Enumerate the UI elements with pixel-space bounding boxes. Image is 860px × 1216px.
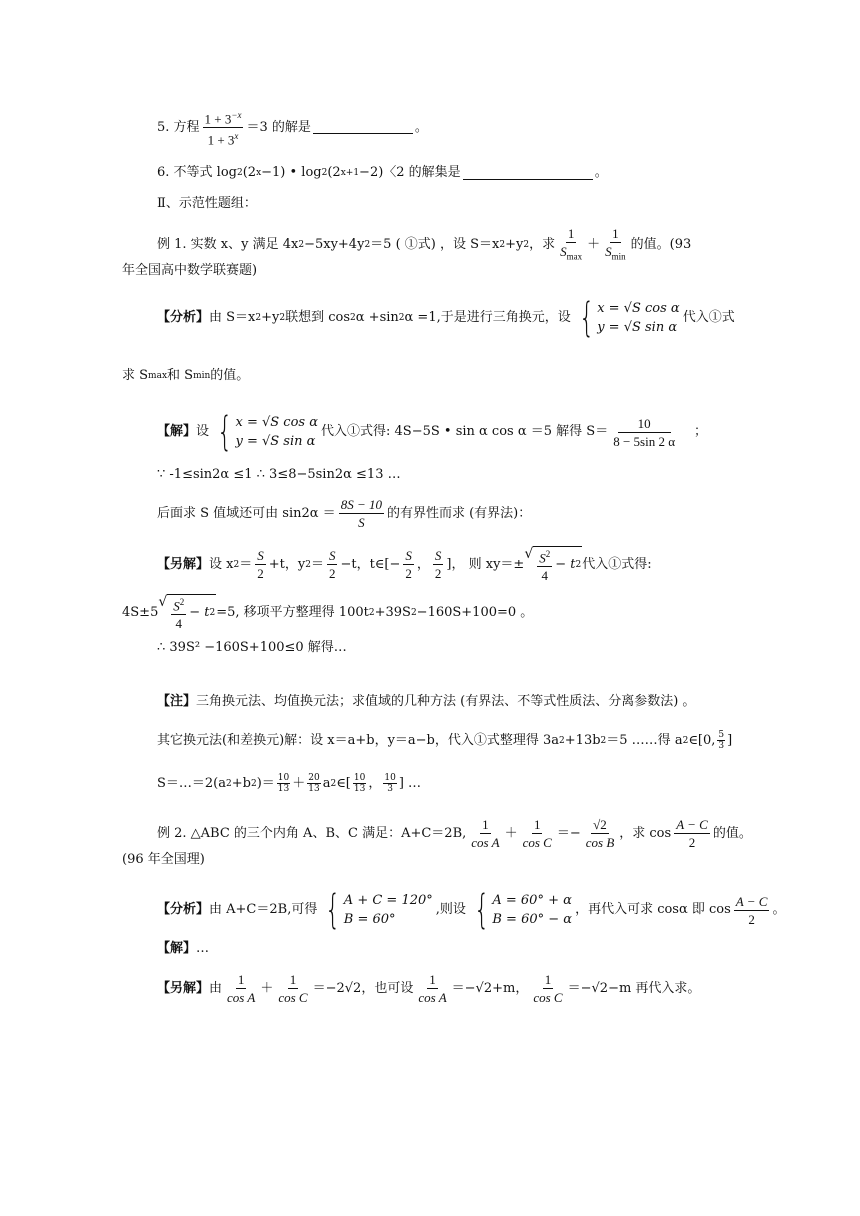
alt1-root-num: S bbox=[539, 550, 546, 566]
q6-text-e: −2)〈2 的解集是 bbox=[359, 165, 461, 180]
eq1-sq-1: 2 bbox=[368, 607, 375, 618]
ex2-frac-2 bbox=[521, 817, 554, 850]
other-f-den: 3 bbox=[718, 741, 725, 751]
alt2-frac-1 bbox=[225, 972, 257, 1005]
alt1-text-g: ]， 则 xy＝± bbox=[446, 556, 525, 572]
ex1-frac-min-num: 1 bbox=[612, 226, 619, 241]
alt-solution-2 bbox=[157, 972, 700, 1005]
eq1-root-num: S bbox=[173, 598, 180, 614]
s-line bbox=[157, 773, 421, 794]
alt2-root-2: √2 bbox=[475, 980, 493, 996]
analysis1-text-b: +y bbox=[261, 310, 280, 325]
q6-exp1: x bbox=[256, 168, 262, 178]
other-text-d: ∈[0, bbox=[688, 732, 716, 748]
other-sq-1: 2 bbox=[559, 735, 565, 746]
therefore-text: ∴ 39S² −160S+100≤0 解得… bbox=[157, 640, 347, 655]
brace-icon: { bbox=[217, 409, 233, 455]
ex2-f4-den: 2 bbox=[688, 835, 696, 850]
alt1-frac-4 bbox=[433, 548, 444, 581]
analysis2-text-c: ，再代入可求 cosα 即 cos bbox=[575, 902, 731, 917]
eq1-root-sq: 2 bbox=[179, 597, 185, 607]
sline-text-e: ∈[ bbox=[336, 775, 351, 791]
alt2-plus: ＋ bbox=[260, 980, 274, 996]
ex1-text-b: −5xy+4y bbox=[304, 237, 365, 253]
ex1-source: 年全国高中数学联赛题) bbox=[122, 263, 258, 278]
note-label: 【注】 bbox=[157, 694, 197, 709]
alt2-frac-2 bbox=[276, 972, 309, 1005]
analysis1-text-f: 代入①式 bbox=[682, 310, 735, 325]
eq1-text-d: −160S+100=0 。 bbox=[416, 604, 534, 620]
sline-f4 bbox=[383, 773, 396, 794]
solution1-sys-2: y = √S sin α bbox=[235, 434, 316, 449]
sline-text-b: +b bbox=[231, 775, 251, 791]
analysis2-s3: A = 60° + α bbox=[492, 893, 572, 908]
example-2-line-1 bbox=[157, 817, 752, 850]
eq1-text-c: +39S bbox=[374, 604, 411, 620]
because-text: ∵ -1≤sin2α ≤1 ∴ 3≤8−5sin2α ≤13 … bbox=[157, 467, 401, 482]
alt2-root-3: √2 bbox=[591, 980, 609, 996]
ex1-frac-min bbox=[603, 226, 628, 265]
ex1-plus: ＋ bbox=[587, 237, 601, 253]
alt1-f3-den: 2 bbox=[405, 566, 412, 582]
ex2-f3-den: cos B bbox=[585, 835, 615, 850]
q5-end: 。 bbox=[414, 119, 428, 135]
alt1-root-sq: 2 bbox=[545, 549, 551, 559]
alt2-f3-num: 1 bbox=[429, 972, 436, 987]
example-2-line-2 bbox=[122, 852, 205, 868]
analysis1-cont-b: 和 S bbox=[167, 368, 194, 383]
other-frac bbox=[717, 730, 725, 751]
ex2-f1-den: cos A bbox=[471, 835, 500, 850]
brace-icon: { bbox=[578, 295, 595, 341]
alt2-label: 【另解】 bbox=[157, 980, 210, 996]
ex2-text-a: 例 2. △ABC 的三个内角 A、B、C 满足：A+C＝2B, bbox=[157, 825, 467, 841]
q5-num-exp: −x bbox=[231, 110, 242, 120]
ex1-text-a: 例 1. 实数 x、y 满足 4x bbox=[157, 237, 299, 253]
q6-text-d: (2 bbox=[327, 165, 341, 180]
alt2-text-c: ，也可设 bbox=[361, 980, 414, 996]
eq1-sq-2: 2 bbox=[410, 607, 417, 618]
analysis2-s4: B = 60° − α bbox=[492, 912, 573, 927]
solution1-end: ； bbox=[694, 424, 708, 439]
question-5 bbox=[157, 108, 428, 148]
later-text-b: 的有界性而求 (有界法)： bbox=[386, 505, 532, 521]
alt2-f2-num: 1 bbox=[289, 972, 297, 987]
ex1-frac-max-sub: max bbox=[566, 251, 583, 262]
ex1-frac-min-den: S bbox=[605, 244, 612, 259]
later-den: S bbox=[358, 515, 365, 530]
later-frac bbox=[339, 497, 384, 530]
alt2-f1-num: 1 bbox=[237, 972, 245, 987]
eq1-text-a: 4S±5 bbox=[122, 604, 159, 620]
analysis1-cont-a: 求 S bbox=[122, 368, 149, 383]
q5-fraction bbox=[203, 108, 244, 148]
sline-f1d: 13 bbox=[277, 784, 290, 794]
analysis1-cont-c: 的值。 bbox=[210, 368, 250, 383]
analysis1-sq-1: 2 bbox=[255, 313, 262, 323]
sline-f2 bbox=[307, 773, 320, 794]
sline-text-a: S＝…＝2(a bbox=[157, 775, 226, 791]
analysis-1 bbox=[157, 295, 735, 341]
ex1-sq-2: 2 bbox=[364, 240, 371, 251]
solution1-set: 设 bbox=[196, 424, 210, 439]
analysis2-s1: A + C = 120° bbox=[343, 893, 433, 908]
solution1-system bbox=[212, 409, 318, 455]
analysis1-cont-sub2: min bbox=[193, 371, 211, 381]
alt1-f1-den: 2 bbox=[257, 566, 264, 582]
solution-2 bbox=[157, 941, 209, 957]
ex2-frac-1 bbox=[469, 817, 501, 850]
alt1-frac-1 bbox=[255, 548, 266, 581]
sline-text-c: )＝ bbox=[256, 775, 275, 791]
alt1-root-tail: − t bbox=[555, 557, 576, 573]
analysis2-end: 。 bbox=[772, 902, 786, 917]
section-title: Ⅱ、示范性题组： bbox=[157, 196, 257, 211]
other-method-line bbox=[157, 730, 732, 751]
analysis2-label: 【分析】 bbox=[157, 902, 210, 917]
ex1-text-c: ＝5 ( ①式) ，设 S＝x bbox=[370, 237, 500, 253]
q5-den: 1 + 3 bbox=[207, 132, 235, 148]
other-text-a: 其它换元法(和差换元)解：设 x＝a+b，y＝a−b，代入①式整理得 3a bbox=[157, 732, 560, 748]
q6-answer-blank[interactable] bbox=[463, 167, 593, 180]
ex2-frac-3 bbox=[584, 817, 617, 850]
q6-exp2: x+1 bbox=[340, 168, 360, 178]
q5-answer-blank[interactable] bbox=[313, 121, 413, 134]
because-line bbox=[157, 467, 401, 483]
ex2-eq: ＝− bbox=[556, 825, 581, 841]
later-text-a: 后面求 S 值域还可由 sin2α ＝ bbox=[157, 505, 336, 521]
alt1-text-e: −t，t∈[− bbox=[340, 556, 401, 572]
analysis1-label: 【分析】 bbox=[157, 310, 210, 325]
analysis1-sq-4: 2 bbox=[398, 313, 405, 323]
brace-icon: { bbox=[473, 887, 490, 933]
alt1-f3-num: S bbox=[405, 548, 412, 564]
analysis1-text-a: 由 S＝x bbox=[209, 310, 256, 325]
eq1-root-den: 4 bbox=[175, 616, 183, 632]
other-sq-3: 2 bbox=[682, 735, 689, 746]
ex1-frac-min-sub: min bbox=[611, 251, 626, 262]
later-num: 8S − 10 bbox=[340, 497, 382, 512]
ex2-f2-den: cos C bbox=[522, 835, 552, 850]
q5-prefix: 5. 方程 bbox=[157, 119, 200, 135]
radical-icon: √ bbox=[524, 546, 534, 562]
eq1-root-tail: − t bbox=[189, 605, 210, 621]
alt2-f3-den: cos A bbox=[418, 990, 447, 1005]
q6-text-c: −1) • log bbox=[261, 165, 322, 180]
ex1-sq-1: 2 bbox=[298, 240, 305, 251]
analysis2-text-a: 由 A+C＝2B,可得 bbox=[209, 902, 318, 917]
sline-f2n: 20 bbox=[308, 773, 320, 783]
analysis2-frac bbox=[734, 894, 770, 927]
sline-comma: ， bbox=[368, 775, 382, 791]
q6-base1: 2 bbox=[236, 168, 243, 178]
analysis2-system-1 bbox=[320, 887, 433, 933]
equation-line-1 bbox=[122, 594, 533, 631]
analysis2-text-b: ,则设 bbox=[435, 902, 466, 917]
analysis1-text-c: 联想到 cos bbox=[285, 310, 351, 325]
other-text-c: ＝5 ……得 a bbox=[606, 732, 683, 748]
analysis1-text-e: α =1,于是进行三角换元，设 bbox=[404, 310, 571, 325]
q5-suffix: ＝3 的解是 bbox=[246, 119, 311, 135]
analysis1-text-d: α +sin bbox=[355, 310, 399, 325]
analysis2-num: A − C bbox=[735, 893, 768, 909]
ex2-plus: ＋ bbox=[504, 825, 518, 841]
alt-solution-1 bbox=[157, 546, 652, 583]
ex1-sq-4: 2 bbox=[523, 240, 530, 251]
solution1-num: 10 bbox=[618, 416, 671, 433]
analysis1-cont-sub1: max bbox=[148, 371, 168, 381]
alt1-text-d: ＝ bbox=[310, 556, 324, 572]
alt1-root-den: 4 bbox=[541, 568, 548, 584]
sline-plus: ＋ bbox=[292, 775, 306, 791]
q6-text-a: 6. 不等式 log bbox=[157, 165, 237, 180]
alt2-f4-num: 1 bbox=[544, 972, 552, 987]
alt1-text-c: +t，y bbox=[268, 556, 306, 572]
alt1-text-h: 代入①式得: bbox=[582, 556, 652, 572]
q6-end: 。 bbox=[594, 165, 608, 180]
analysis2-system-2 bbox=[469, 887, 573, 933]
q6-base2: 2 bbox=[321, 168, 328, 178]
alt2-frac-4 bbox=[531, 972, 564, 1005]
alt1-text-f: ， bbox=[416, 556, 430, 572]
alt1-sqrt bbox=[524, 546, 582, 583]
sline-f4n: 10 bbox=[384, 773, 396, 783]
other-f-num: 5 bbox=[718, 730, 725, 740]
alt2-root-1: √2 bbox=[344, 980, 362, 996]
solution1-sys-1: x = √S cos α bbox=[235, 415, 318, 430]
sline-f1 bbox=[277, 773, 290, 794]
sline-text-d: a bbox=[322, 775, 331, 791]
alt2-text-a: 由 bbox=[209, 980, 223, 996]
ex1-text-f: 的值。(93 bbox=[630, 237, 692, 253]
ex1-text-d: +y bbox=[505, 237, 524, 253]
question-6 bbox=[157, 165, 608, 181]
analysis1-sq-2: 2 bbox=[279, 313, 286, 323]
q5-den-exp: x bbox=[234, 131, 239, 142]
ex2-source: (96 年全国理) bbox=[122, 852, 205, 867]
ex2-f1-num: 1 bbox=[482, 817, 489, 832]
ex1-frac-max-den: S bbox=[560, 244, 567, 259]
ex2-text-c: 的值。 bbox=[712, 825, 752, 841]
alt1-label: 【另解】 bbox=[157, 556, 210, 572]
note-text: 三角换元法、均值换元法；求值域的几种方法 (有界法、不等式性质法、分离参数法) 。 bbox=[196, 694, 696, 709]
other-text-b: +13b bbox=[564, 732, 601, 748]
solution1-den: 8 − 5sin 2 α bbox=[613, 433, 676, 449]
sline-f3n: 10 bbox=[353, 773, 366, 783]
other-sq-2: 2 bbox=[600, 735, 607, 746]
eq1-root-tail-sq: 2 bbox=[209, 608, 216, 619]
alt2-f1-den: cos A bbox=[227, 990, 256, 1005]
note-line bbox=[157, 694, 695, 710]
radical-icon: √ bbox=[158, 594, 168, 610]
sline-f2d: 13 bbox=[308, 784, 320, 794]
example-1-line-2 bbox=[122, 263, 257, 279]
analysis-1-cont bbox=[122, 368, 249, 384]
solution1-text-a: 代入①式得: 4S−5S • sin α cos α ＝5 解得 S＝ bbox=[321, 424, 609, 439]
alt1-sq-1: 2 bbox=[233, 559, 240, 570]
other-text-e: ] bbox=[727, 732, 733, 748]
eq1-sqrt bbox=[158, 594, 216, 631]
sline-f1n: 10 bbox=[277, 773, 290, 783]
example-1-line-1 bbox=[157, 226, 691, 265]
solution1-label: 【解】 bbox=[157, 424, 197, 439]
solution-1 bbox=[157, 409, 708, 455]
alt2-frac-3 bbox=[416, 972, 448, 1005]
analysis1-sq-3: 2 bbox=[350, 313, 356, 323]
solution1-frac bbox=[611, 416, 677, 449]
alt2-f2-den: cos C bbox=[278, 990, 308, 1005]
ex2-text-b: ，求 cos bbox=[619, 825, 672, 841]
sline-sq-2: 2 bbox=[250, 778, 257, 789]
sline-f3 bbox=[353, 773, 366, 794]
alt1-f2-den: 2 bbox=[328, 566, 336, 582]
solution2-text: … bbox=[196, 941, 210, 956]
alt1-frac-3 bbox=[403, 548, 414, 581]
alt2-text-d: ＝− bbox=[451, 980, 476, 996]
ex1-frac-max-num: 1 bbox=[567, 226, 575, 241]
alt1-sq-2: 2 bbox=[305, 559, 311, 570]
therefore-line bbox=[157, 640, 347, 656]
later-line bbox=[157, 497, 531, 530]
section-heading bbox=[157, 196, 257, 212]
sline-f3d: 13 bbox=[353, 784, 366, 794]
analysis1-system bbox=[574, 295, 680, 341]
alt1-f1-num: S bbox=[257, 548, 264, 564]
alt1-f4-den: 2 bbox=[434, 566, 442, 582]
analysis-2 bbox=[157, 887, 786, 933]
ex2-frac-4 bbox=[674, 817, 710, 850]
alt2-f4-den: cos C bbox=[533, 990, 563, 1005]
analysis2-den: 2 bbox=[748, 911, 755, 927]
alt2-text-g: −m 再代入求。 bbox=[608, 980, 701, 996]
ex2-f3-num: √2 bbox=[593, 817, 607, 832]
ex2-f4-num: A − C bbox=[676, 817, 708, 832]
alt1-f2-num: S bbox=[328, 548, 336, 564]
sline-text-f: ] … bbox=[398, 775, 422, 791]
analysis1-sys-1: x = √S cos α bbox=[597, 301, 680, 316]
sline-sq-1: 2 bbox=[226, 778, 232, 789]
sline-sq-3: 2 bbox=[330, 778, 337, 789]
eq1-text-b: =5, 移项平方整理得 100t bbox=[216, 604, 369, 620]
ex1-frac-max bbox=[558, 226, 584, 265]
ex1-text-e: ，求 bbox=[529, 237, 556, 253]
alt2-text-f: ＝− bbox=[567, 980, 592, 996]
q6-text-b: (2 bbox=[242, 165, 257, 180]
solution2-label: 【解】 bbox=[157, 941, 197, 956]
alt2-text-b: ＝−2 bbox=[312, 980, 345, 996]
alt1-root-tail-sq: 2 bbox=[575, 560, 582, 571]
alt1-f4-num: S bbox=[434, 548, 442, 564]
alt1-text-b: ＝ bbox=[239, 556, 253, 572]
sline-f4d: 3 bbox=[387, 784, 393, 794]
analysis2-s2: B = 60° bbox=[343, 912, 396, 927]
brace-icon: { bbox=[325, 887, 341, 933]
q5-num: 1 + 3 bbox=[204, 111, 232, 127]
alt1-frac-2 bbox=[327, 548, 338, 581]
alt1-text-a: 设 x bbox=[209, 556, 234, 572]
ex1-sq-3: 2 bbox=[499, 240, 506, 251]
ex2-f2-num: 1 bbox=[533, 817, 541, 832]
analysis1-sys-2: y = √S sin α bbox=[597, 320, 678, 335]
alt2-text-e: +m， bbox=[492, 980, 529, 996]
